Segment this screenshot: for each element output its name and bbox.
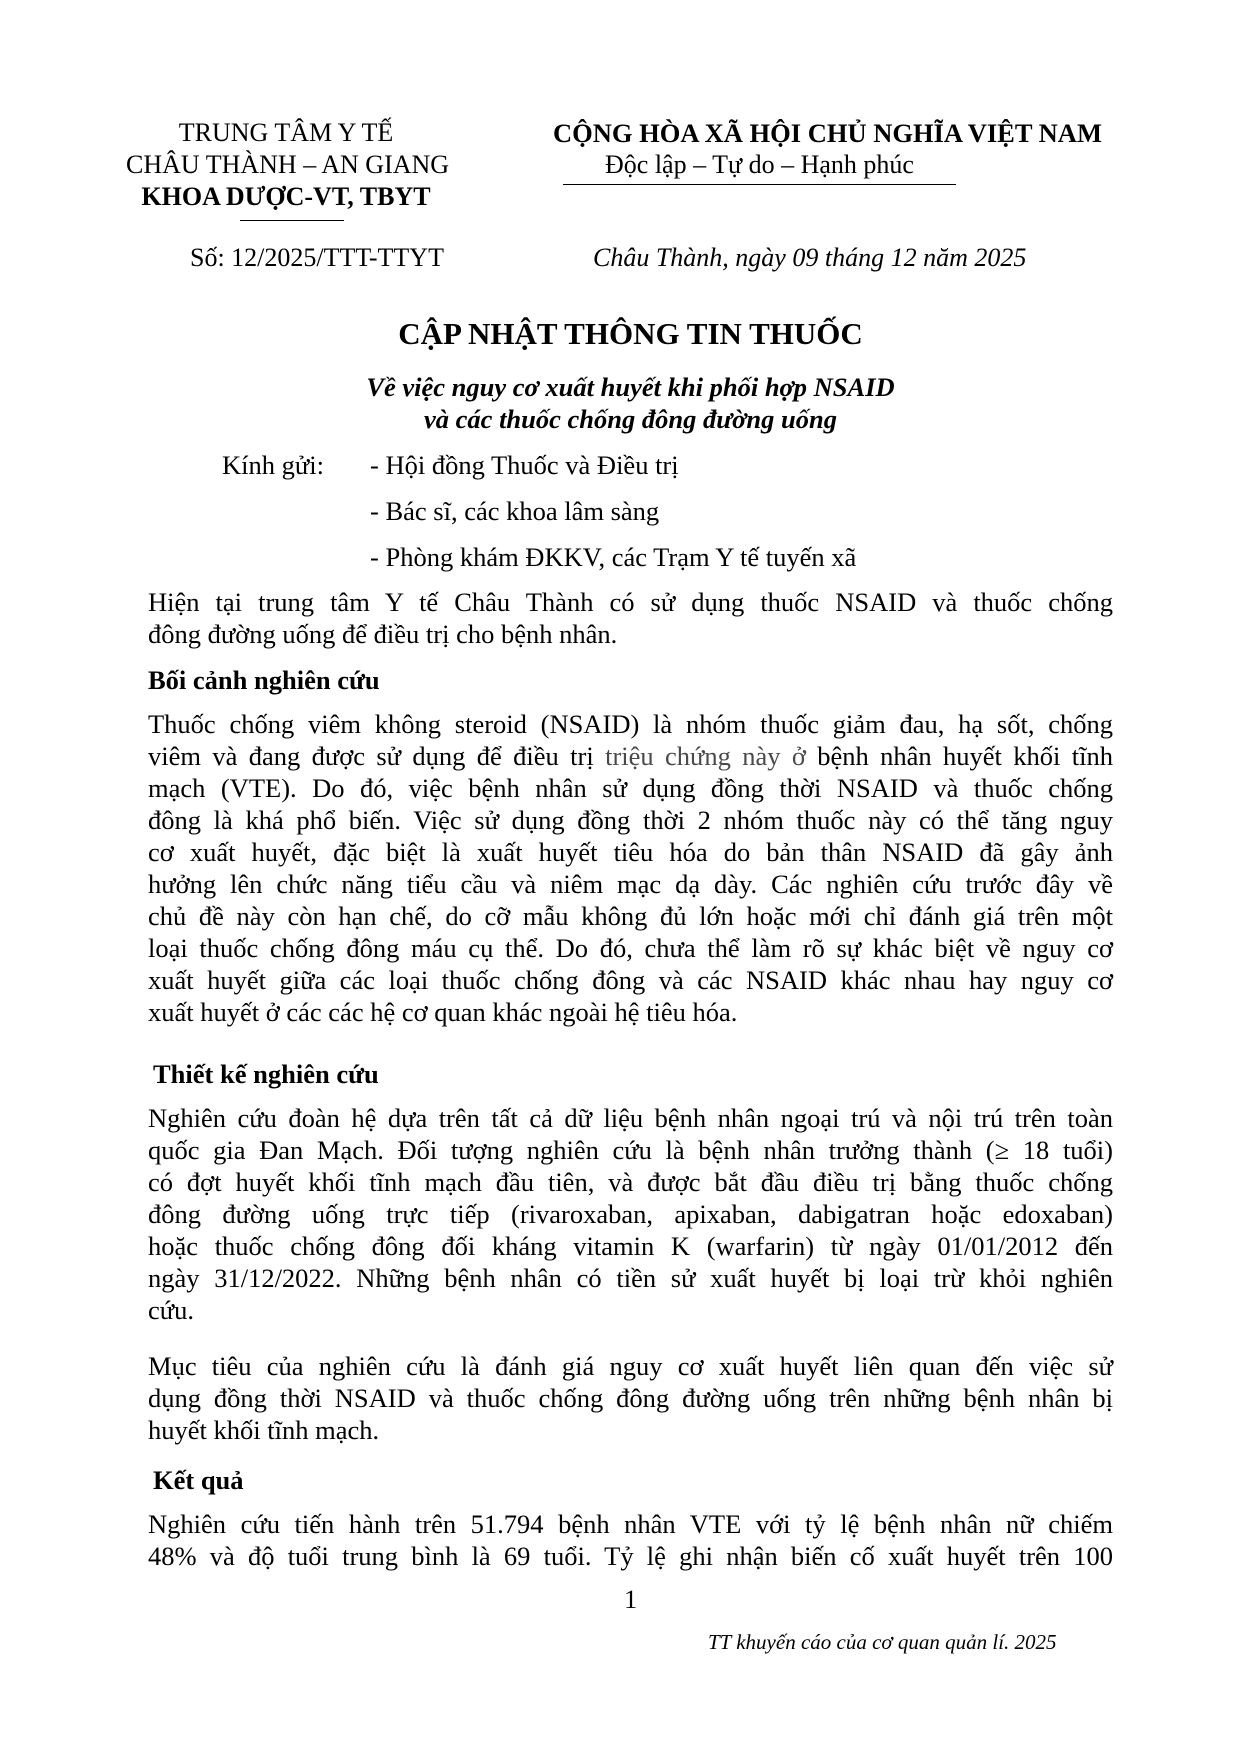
text-line: cơ xuất huyết, đặc biệt là xuất huyết tiêu hóa do bản thân NSAID đã gây ảnh — [148, 837, 1113, 867]
text-line-with-highlight — [148, 740, 1113, 772]
context-paragraph — [148, 708, 1113, 1028]
results-paragraph — [148, 1508, 1113, 1572]
text-line: cứu. — [148, 1295, 194, 1325]
text-line: ngày 31/12/2022. Những bệnh nhân có tiền sử xuất huyết bị loại trừ khỏi nghiên — [148, 1263, 1113, 1293]
recipients-label: Kính gửi: — [222, 450, 324, 480]
recipient-item: - Hội đồng Thuốc và Điều trị — [370, 450, 679, 480]
document-subtitle-line2: và các thuốc chống đông đường uống — [424, 404, 837, 434]
text-line: đông đường uống để điều trị cho bệnh nhân. — [148, 619, 618, 649]
footer-note: TT khuyến cáo của cơ quan quản lí. 2025 — [708, 1630, 1057, 1654]
objective-paragraph — [148, 1350, 1113, 1446]
text-segment-muted: triệu chứng này ở — [605, 741, 806, 771]
recipient-item: - Bác sĩ, các khoa lâm sàng — [370, 496, 660, 526]
text-line: 48% và độ tuổi trung bình là 69 tuổi. Tỷ lệ ghi nhận biến cố xuất huyết trên 100 — [148, 1541, 1113, 1571]
place-and-date: Châu Thành, ngày 09 tháng 12 năm 2025 — [593, 243, 1027, 272]
document-number: Số: 12/2025/TTT-TTYT — [190, 243, 444, 272]
text-line: Nghiên cứu tiến hành trên 51.794 bệnh nhân VTE với tỷ lệ bệnh nhân nữ chiếm — [148, 1509, 1113, 1539]
page-number: 1 — [624, 1584, 638, 1614]
text-line: hoặc thuốc chống đông đối kháng vitamin K (warfarin) từ ngày 01/01/2012 đến — [148, 1231, 1113, 1261]
text-line: đông là khá phổ biến. Việc sử dụng đồng thời 2 nhóm thuốc này có thể tăng nguy — [148, 805, 1113, 835]
text-line: hưởng lên chức năng tiểu cầu và niêm mạc dạ dày. Các nghiên cứu trước đây về — [148, 869, 1113, 899]
recipient-item: - Phòng khám ĐKKV, các Trạm Y tế tuyến xã — [370, 542, 857, 572]
section-heading-design: Thiết kế nghiên cứu — [153, 1059, 379, 1089]
text-line: đông đường uống trực tiếp (rivaroxaban, apixaban, dabigatran hoặc edoxaban) — [148, 1199, 1113, 1229]
document-subtitle-line1: Về việc nguy cơ xuất huyết khi phối hợp NSAID — [366, 372, 895, 402]
design-paragraph — [148, 1102, 1113, 1326]
org-underline — [240, 220, 344, 221]
text-line: Nghiên cứu đoàn hệ dựa trên tất cả dữ liệu bệnh nhân ngoại trú và nội trú trên toàn — [148, 1103, 1113, 1133]
nation-title: CỘNG HÒA XÃ HỘI CHỦ NGHĨA VIỆT NAM — [553, 118, 1102, 148]
nation-motto: Độc lập – Tự do – Hạnh phúc — [605, 150, 914, 179]
intro-paragraph — [148, 586, 1113, 650]
document-title: CẬP NHẬT THÔNG TIN THUỐC — [398, 316, 863, 351]
text-line: Thuốc chống viêm không steroid (NSAID) là nhóm thuốc giảm đau, hạ sốt, chống — [148, 709, 1113, 739]
text-segment: viêm và đang được sử dụng để điều trị — [148, 741, 606, 771]
text-line: dụng đồng thời NSAID và thuốc chống đông đường uống trên những bệnh nhân bị — [148, 1383, 1113, 1413]
text-line: loại thuốc chống đông máu cụ thể. Do đó, chưa thể làm rõ sự khác biệt về nguy cơ — [148, 933, 1113, 963]
org-name-line2: CHÂU THÀNH – AN GIANG — [126, 150, 450, 179]
text-line: quốc gia Đan Mạch. Đối tượng nghiên cứu là bệnh nhân trưởng thành (≥ 18 tuổi) — [148, 1135, 1113, 1165]
text-line: Hiện tại trung tâm Y tế Châu Thành có sử dụng thuốc NSAID và thuốc chống — [148, 587, 1113, 617]
text-line: mạch (VTE). Do đó, việc bệnh nhân sử dụng đồng thời NSAID và thuốc chống — [148, 773, 1113, 803]
text-line: chủ đề này còn hạn chế, do cỡ mẫu không đủ lớn hoặc mới chỉ đánh giá trên một — [148, 901, 1113, 931]
text-line: xuất huyết ở các các hệ cơ quan khác ngoài hệ tiêu hóa. — [148, 997, 738, 1027]
motto-underline — [563, 184, 956, 185]
text-line: huyết khối tĩnh mạch. — [148, 1415, 380, 1445]
text-line: xuất huyết giữa các loại thuốc chống đông và các NSAID khác nhau hay nguy cơ — [148, 965, 1113, 995]
text-line: Mục tiêu của nghiên cứu là đánh giá nguy cơ xuất huyết liên quan đến việc sử — [148, 1351, 1113, 1381]
text-segment: bệnh nhân huyết khối tĩnh — [805, 741, 1113, 771]
section-heading-context: Bối cảnh nghiên cứu — [148, 665, 380, 695]
text-line: có đợt huyết khối tĩnh mạch đầu tiên, và được bắt đầu điều trị bằng thuốc chống — [148, 1167, 1113, 1197]
section-heading-results: Kết quả — [153, 1465, 244, 1495]
org-name-line1: TRUNG TÂM Y TẾ — [178, 118, 394, 147]
org-department: KHOA DƯỢC-VT, TBYT — [141, 182, 431, 211]
